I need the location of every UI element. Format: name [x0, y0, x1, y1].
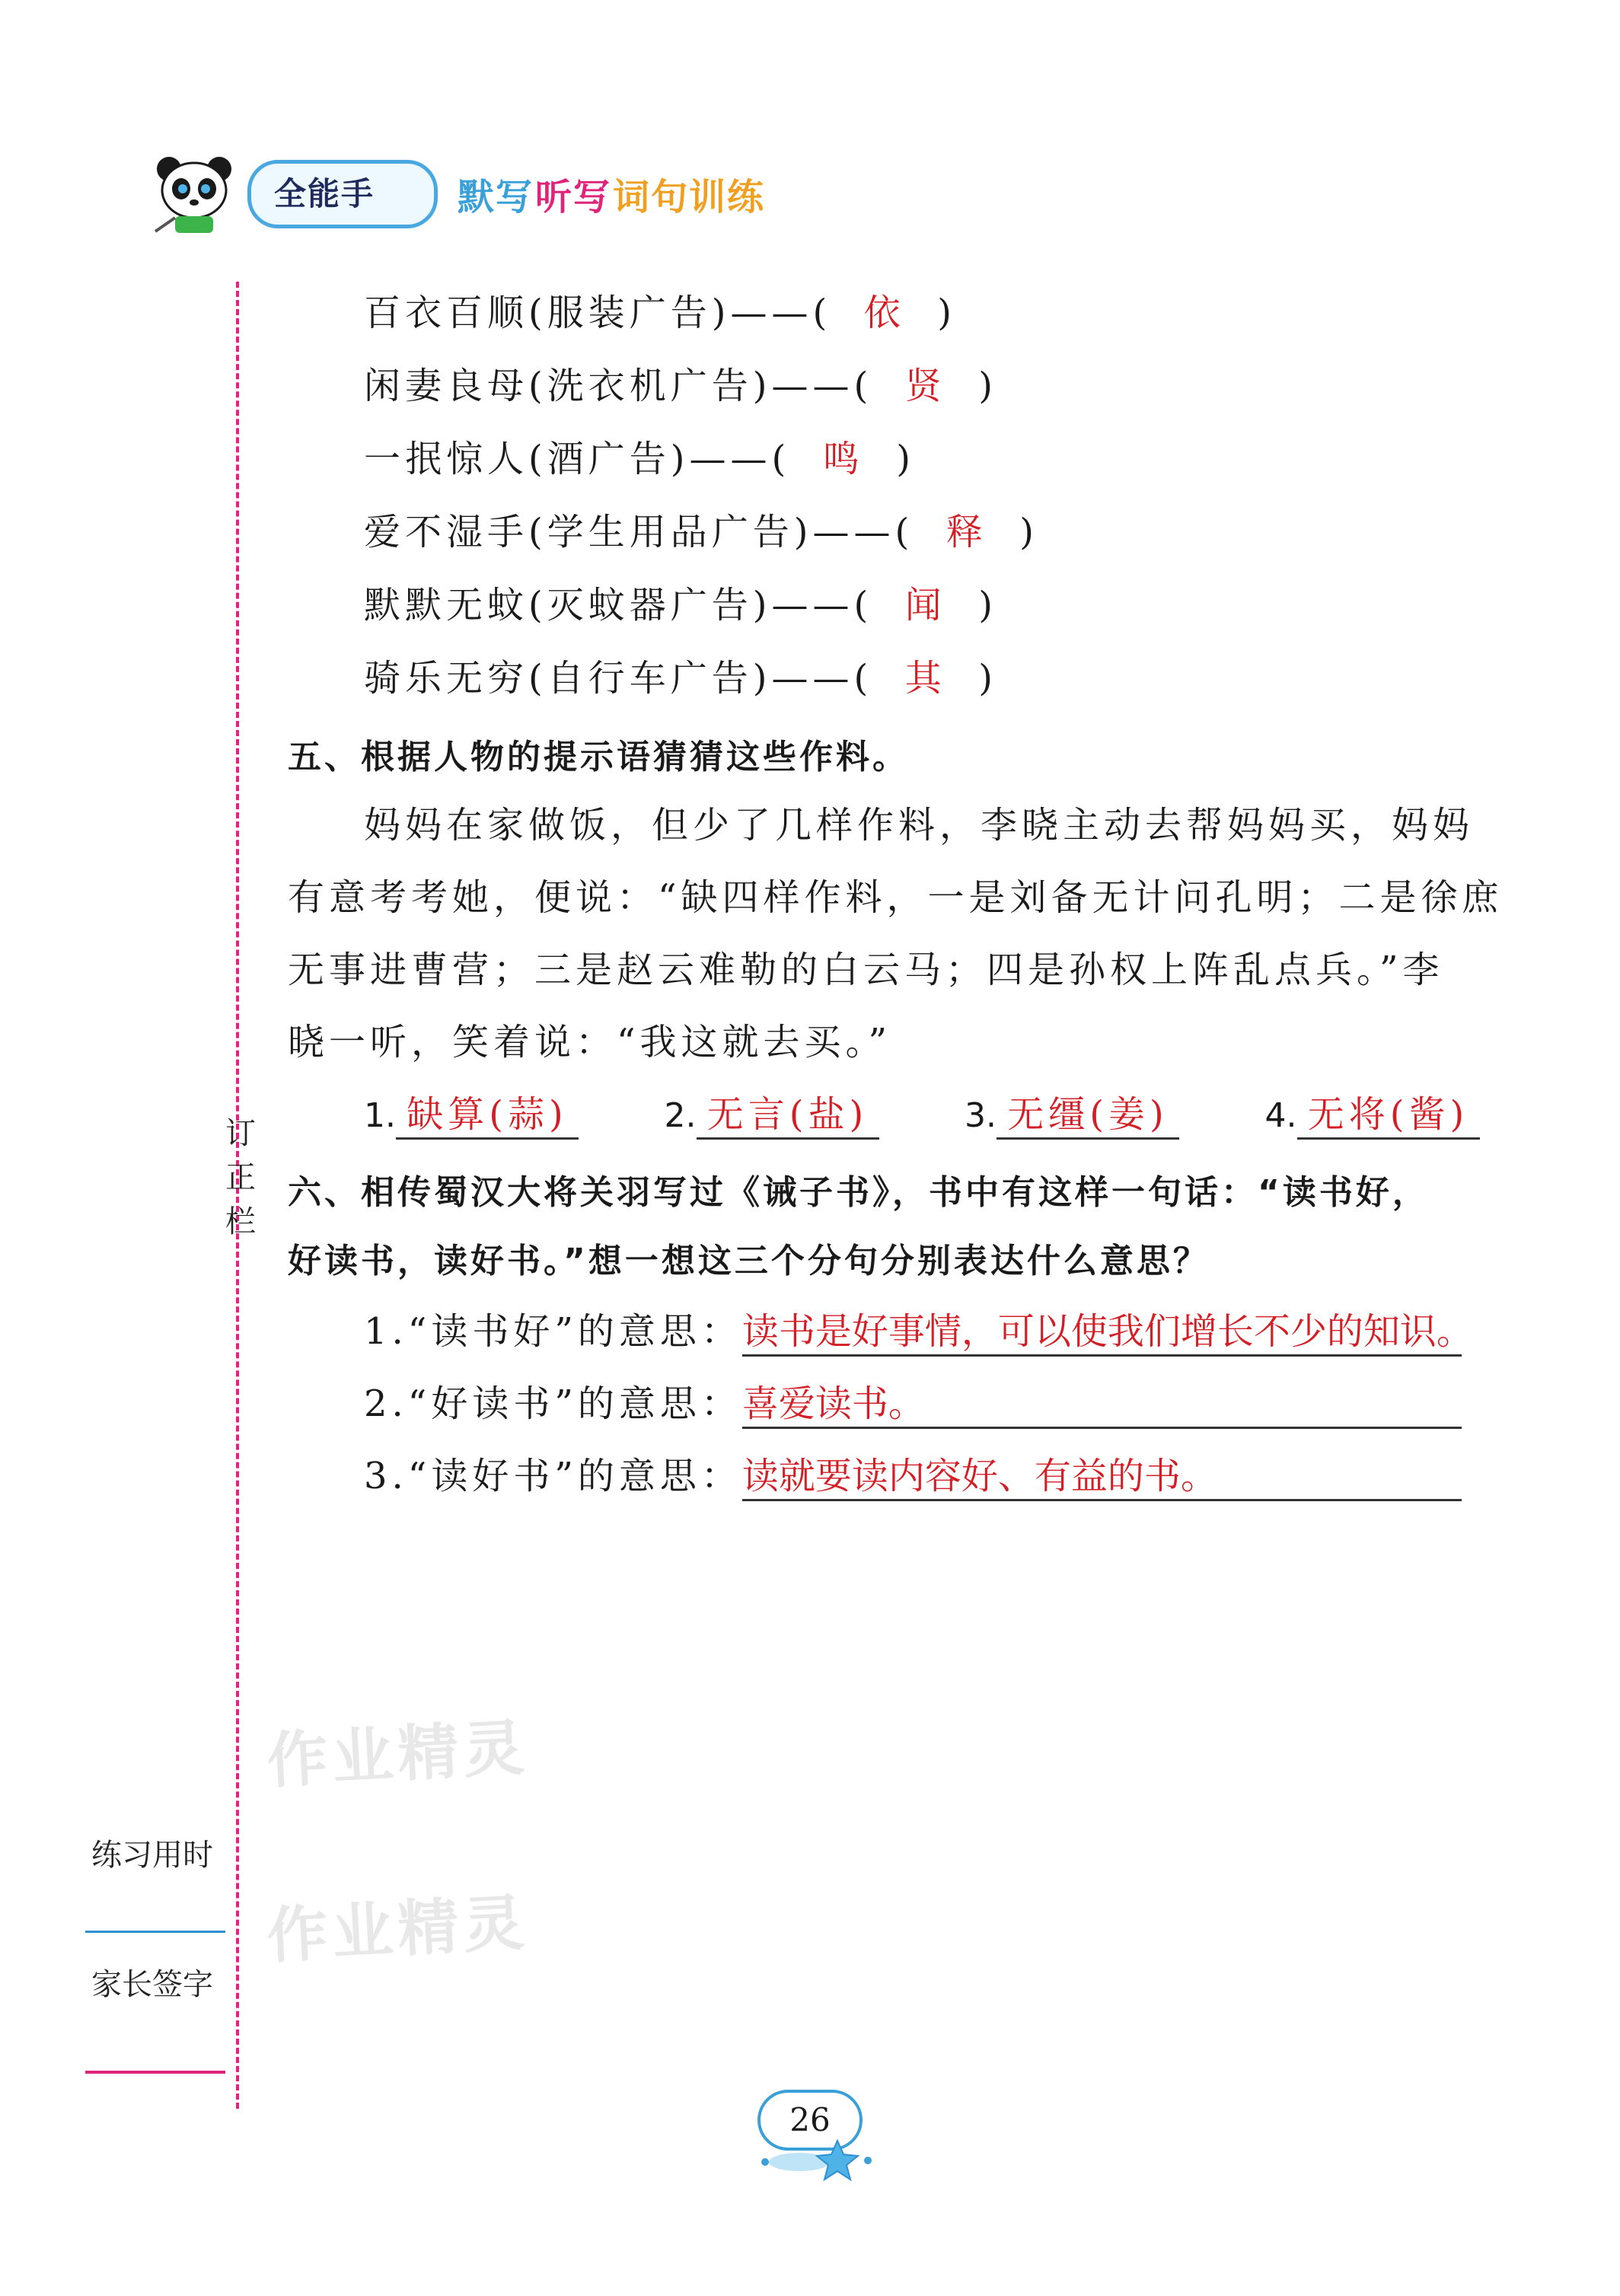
page-number: 26	[757, 2090, 863, 2151]
ad-row: 一抿惊人(酒广告)——( 鸣 )	[364, 438, 915, 480]
correction-char: 正	[225, 1160, 256, 1195]
answer-blank: 无言(盐)	[697, 1085, 879, 1140]
answer-blank: 读就要读内容好、有益的书。	[742, 1446, 1462, 1501]
section-5-answers: 1. 缺算(蒜) 2. 无言(盐) 3. 无缰(姜) 4. 无将(酱)	[364, 1085, 1480, 1140]
section-5-title: 五、根据人物的提示语猜猜这些作料。	[288, 738, 909, 776]
ad-answer: 依	[863, 292, 905, 334]
panda-mascot-icon	[152, 152, 236, 236]
watermark: 作业精灵	[265, 1712, 531, 1797]
ad-answer: 贤	[904, 365, 946, 407]
section-6-item: 3.“读好书”的意思：读就要读内容好、有益的书。	[364, 1446, 1462, 1501]
section-6-item: 2.“好读书”的意思：喜爱读书。	[364, 1374, 1462, 1429]
series-part-3: 词句训练	[613, 176, 766, 218]
parent-sign-line	[85, 2071, 225, 2074]
answer-blank: 喜爱读书。	[742, 1374, 1462, 1429]
ad-row: 爱不湿手(学生用品广告)——( 释 )	[364, 511, 1038, 553]
ad-row: 百衣百顺(服装广告)——( 依 )	[364, 292, 956, 334]
ad-answer: 释	[946, 511, 987, 553]
ad-answer: 鸣	[822, 438, 864, 480]
answer-blank: 无将(酱)	[1297, 1085, 1480, 1140]
ad-row: 骑乐无穷(自行车广告)——( 其 )	[364, 657, 997, 700]
section-5-paragraph-line: 有意考考她，便说：“缺四样作料，一是刘备无计问孔明；二是徐庶	[288, 876, 1504, 919]
series-part-1: 默写	[458, 176, 534, 218]
answer-blank: 无缰(姜)	[997, 1085, 1179, 1140]
section-6-title-line: 六、相传蜀汉大将关羽写过《诫子书》，书中有这样一句话：“读书好，	[288, 1173, 1429, 1212]
series-title	[457, 167, 766, 220]
ad-answer: 其	[904, 657, 946, 700]
watermark: 作业精灵	[265, 1887, 531, 1972]
section-6-title-line: 好读书，读好书。”想一想这三个分句分别表达什么意思？	[288, 1242, 1210, 1280]
section-5-paragraph-line: 晓一听，笑着说：“我这就去买。”	[288, 1021, 892, 1063]
correction-char: 栏	[225, 1204, 256, 1239]
page-header	[152, 145, 837, 236]
answer-blank: 读书是好事情，可以使我们增长不少的知识。	[742, 1302, 1462, 1357]
brand-name: 全能手	[274, 175, 375, 212]
answer-blank: 缺算(蒜)	[396, 1085, 579, 1140]
star-cloud-decoration-icon	[754, 2132, 883, 2185]
ad-answer: 闻	[904, 584, 946, 627]
practice-time-line	[85, 1931, 225, 1933]
ad-row: 默默无蚊(灭蚊器广告)——( 闻 )	[364, 584, 997, 627]
parent-sign-label: 家长签字	[91, 1967, 213, 2002]
practice-time-label: 练习用时	[91, 1838, 213, 1873]
correction-column-label	[222, 1111, 259, 1244]
section-5-paragraph-line: 妈妈在家做饭，但少了几样作料，李晓主动去帮妈妈买，妈妈	[364, 804, 1475, 847]
ad-row: 闲妻良母(洗衣机广告)——( 贤 )	[364, 365, 997, 407]
series-part-2: 听写	[535, 176, 612, 218]
section-6-item: 1.“读书好”的意思：读书是好事情，可以使我们增长不少的知识。	[364, 1302, 1462, 1357]
section-5-paragraph-line: 无事进曹营；三是赵云难勒的白云马；四是孙权上阵乱点兵。”李	[288, 949, 1444, 991]
correction-char: 订	[225, 1116, 256, 1151]
